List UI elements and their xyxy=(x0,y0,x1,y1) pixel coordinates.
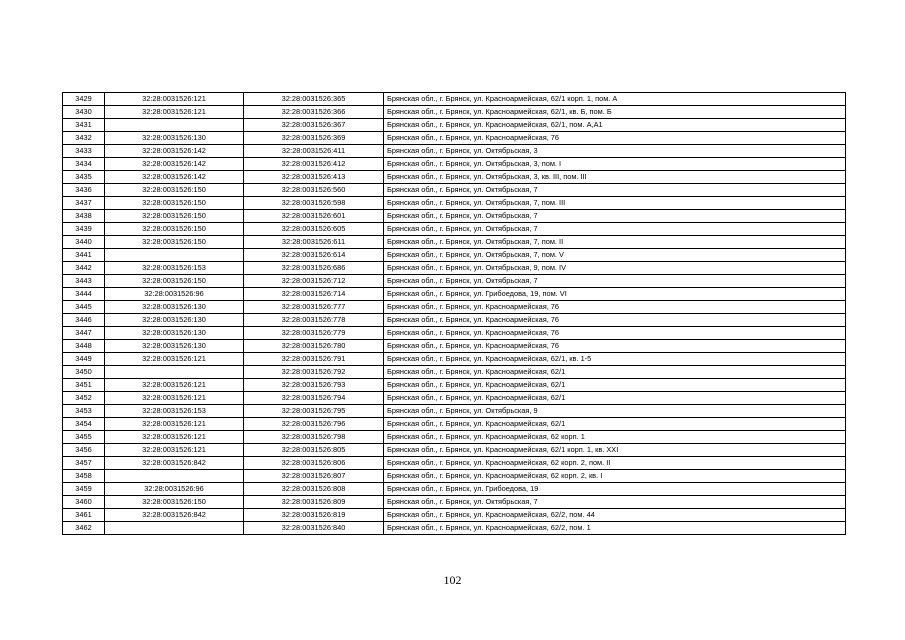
row-number-cell: 3448 xyxy=(63,340,105,353)
parcel-number-cell: 32:28:0031526:842 xyxy=(105,509,244,522)
building-number-cell: 32:28:0031526:779 xyxy=(244,327,384,340)
building-number-cell: 32:28:0031526:794 xyxy=(244,392,384,405)
table-row xyxy=(63,236,846,249)
table-row xyxy=(63,353,846,366)
parcel-number-cell: 32:28:0031526:142 xyxy=(105,145,244,158)
address-cell: Брянская обл., г. Брянск, ул. Красноармейская, 62/1 xyxy=(384,366,846,379)
row-number-cell: 3429 xyxy=(63,93,105,106)
address-cell: Брянская обл., г. Брянск, ул. Красноармейская, 62/1, пом. А,А1 xyxy=(384,119,846,132)
parcel-number-cell xyxy=(105,522,244,535)
building-number-cell: 32:28:0031526:808 xyxy=(244,483,384,496)
building-number-cell: 32:28:0031526:805 xyxy=(244,444,384,457)
building-number-cell: 32:28:0031526:798 xyxy=(244,431,384,444)
table-row xyxy=(63,444,846,457)
row-number-cell: 3462 xyxy=(63,522,105,535)
parcel-number-cell xyxy=(105,249,244,262)
row-number-cell: 3455 xyxy=(63,431,105,444)
parcel-number-cell xyxy=(105,470,244,483)
address-cell: Брянская обл., г. Брянск, ул. Красноармейская, 62 корп. 1 xyxy=(384,431,846,444)
row-number-cell: 3446 xyxy=(63,314,105,327)
row-number-cell: 3442 xyxy=(63,262,105,275)
parcel-number-cell: 32:28:0031526:130 xyxy=(105,301,244,314)
parcel-number-cell: 32:28:0031526:150 xyxy=(105,496,244,509)
row-number-cell: 3453 xyxy=(63,405,105,418)
address-cell: Брянская обл., г. Брянск, ул. Красноармейская, 62 корп. 2, кв. I xyxy=(384,470,846,483)
table-row xyxy=(63,93,846,106)
parcel-number-cell: 32:28:0031526:150 xyxy=(105,275,244,288)
building-number-cell: 32:28:0031526:611 xyxy=(244,236,384,249)
parcel-number-cell: 32:28:0031526:121 xyxy=(105,353,244,366)
building-number-cell: 32:28:0031526:712 xyxy=(244,275,384,288)
parcel-number-cell: 32:28:0031526:150 xyxy=(105,223,244,236)
table-row xyxy=(63,210,846,223)
address-cell: Брянская обл., г. Брянск, ул. Октябрьская, 3 xyxy=(384,145,846,158)
building-number-cell: 32:28:0031526:807 xyxy=(244,470,384,483)
table-row xyxy=(63,171,846,184)
address-cell: Брянская обл., г. Брянск, ул. Октябрьская, 7 xyxy=(384,210,846,223)
building-number-cell: 32:28:0031526:369 xyxy=(244,132,384,145)
parcel-number-cell: 32:28:0031526:150 xyxy=(105,197,244,210)
row-number-cell: 3461 xyxy=(63,509,105,522)
address-cell: Брянская обл., г. Брянск, ул. Красноармейская, 76 xyxy=(384,314,846,327)
address-cell: Брянская обл., г. Брянск, ул. Октябрьская, 3, кв. III, пом. III xyxy=(384,171,846,184)
table-row xyxy=(63,379,846,392)
table-row xyxy=(63,158,846,171)
building-number-cell: 32:28:0031526:365 xyxy=(244,93,384,106)
parcel-number-cell: 32:28:0031526:130 xyxy=(105,314,244,327)
address-cell: Брянская обл., г. Брянск, ул. Красноармейская, 76 xyxy=(384,132,846,145)
table-row xyxy=(63,119,846,132)
row-number-cell: 3431 xyxy=(63,119,105,132)
parcel-number-cell xyxy=(105,119,244,132)
parcel-number-cell: 32:28:0031526:153 xyxy=(105,262,244,275)
registry-table-body xyxy=(63,93,846,535)
address-cell: Брянская обл., г. Брянск, ул. Красноармейская, 76 xyxy=(384,327,846,340)
parcel-number-cell: 32:28:0031526:150 xyxy=(105,236,244,249)
building-number-cell: 32:28:0031526:598 xyxy=(244,197,384,210)
building-number-cell: 32:28:0031526:601 xyxy=(244,210,384,223)
table-row xyxy=(63,106,846,119)
row-number-cell: 3430 xyxy=(63,106,105,119)
building-number-cell: 32:28:0031526:686 xyxy=(244,262,384,275)
building-number-cell: 32:28:0031526:411 xyxy=(244,145,384,158)
table-row xyxy=(63,223,846,236)
table-row xyxy=(63,431,846,444)
parcel-number-cell xyxy=(105,366,244,379)
row-number-cell: 3445 xyxy=(63,301,105,314)
address-cell: Брянская обл., г. Брянск, ул. Красноармейская, 62/1, кв. 1-5 xyxy=(384,353,846,366)
address-cell: Брянская обл., г. Брянск, ул. Красноармейская, 62/2, пом. 1 xyxy=(384,522,846,535)
building-number-cell: 32:28:0031526:560 xyxy=(244,184,384,197)
building-number-cell: 32:28:0031526:412 xyxy=(244,158,384,171)
address-cell: Брянская обл., г. Брянск, ул. Октябрьская, 7 xyxy=(384,496,846,509)
parcel-number-cell: 32:28:0031526:121 xyxy=(105,392,244,405)
parcel-number-cell: 32:28:0031526:121 xyxy=(105,418,244,431)
building-number-cell: 32:28:0031526:777 xyxy=(244,301,384,314)
row-number-cell: 3437 xyxy=(63,197,105,210)
table-row xyxy=(63,314,846,327)
row-number-cell: 3451 xyxy=(63,379,105,392)
parcel-number-cell: 32:28:0031526:121 xyxy=(105,431,244,444)
parcel-number-cell: 32:28:0031526:150 xyxy=(105,184,244,197)
row-number-cell: 3447 xyxy=(63,327,105,340)
building-number-cell: 32:28:0031526:819 xyxy=(244,509,384,522)
building-number-cell: 32:28:0031526:795 xyxy=(244,405,384,418)
building-number-cell: 32:28:0031526:614 xyxy=(244,249,384,262)
address-cell: Брянская обл., г. Брянск, ул. Красноармейская, 76 xyxy=(384,301,846,314)
row-number-cell: 3441 xyxy=(63,249,105,262)
address-cell: Брянская обл., г. Брянск, ул. Октябрьская, 9, пом. IV xyxy=(384,262,846,275)
table-row xyxy=(63,457,846,470)
building-number-cell: 32:28:0031526:413 xyxy=(244,171,384,184)
parcel-number-cell: 32:28:0031526:142 xyxy=(105,158,244,171)
row-number-cell: 3434 xyxy=(63,158,105,171)
address-cell: Брянская обл., г. Брянск, ул. Красноармейская, 62/1 корп. 1, пом. А xyxy=(384,93,846,106)
table-row xyxy=(63,405,846,418)
address-cell: Брянская обл., г. Брянск, ул. Грибоедова, 19, пом. VI xyxy=(384,288,846,301)
row-number-cell: 3449 xyxy=(63,353,105,366)
address-cell: Брянская обл., г. Брянск, ул. Красноармейская, 62/2, пом. 44 xyxy=(384,509,846,522)
row-number-cell: 3438 xyxy=(63,210,105,223)
parcel-number-cell: 32:28:0031526:130 xyxy=(105,132,244,145)
address-cell: Брянская обл., г. Брянск, ул. Октябрьская, 7 xyxy=(384,223,846,236)
row-number-cell: 3460 xyxy=(63,496,105,509)
address-cell: Брянская обл., г. Брянск, ул. Октябрьская, 7 xyxy=(384,275,846,288)
building-number-cell: 32:28:0031526:809 xyxy=(244,496,384,509)
building-number-cell: 32:28:0031526:793 xyxy=(244,379,384,392)
table-row xyxy=(63,327,846,340)
row-number-cell: 3443 xyxy=(63,275,105,288)
row-number-cell: 3457 xyxy=(63,457,105,470)
address-cell: Брянская обл., г. Брянск, ул. Красноармейская, 62/1, кв. Б, пом. Б xyxy=(384,106,846,119)
address-cell: Брянская обл., г. Брянск, ул. Октябрьская, 7 xyxy=(384,184,846,197)
building-number-cell: 32:28:0031526:806 xyxy=(244,457,384,470)
address-cell: Брянская обл., г. Брянск, ул. Красноармейская, 62/1 xyxy=(384,379,846,392)
parcel-number-cell: 32:28:0031526:150 xyxy=(105,210,244,223)
address-cell: Брянская обл., г. Брянск, ул. Октябрьская, 7, пом. II xyxy=(384,236,846,249)
parcel-number-cell: 32:28:0031526:142 xyxy=(105,171,244,184)
building-number-cell: 32:28:0031526:796 xyxy=(244,418,384,431)
table-row xyxy=(63,483,846,496)
address-cell: Брянская обл., г. Брянск, ул. Грибоедова, 19 xyxy=(384,483,846,496)
row-number-cell: 3436 xyxy=(63,184,105,197)
row-number-cell: 3459 xyxy=(63,483,105,496)
parcel-number-cell: 32:28:0031526:153 xyxy=(105,405,244,418)
address-cell: Брянская обл., г. Брянск, ул. Октябрьская, 7, пом. III xyxy=(384,197,846,210)
table-row xyxy=(63,301,846,314)
table-row xyxy=(63,366,846,379)
address-cell: Брянская обл., г. Брянск, ул. Красноармейская, 62/1 корп. 1, кв. XXI xyxy=(384,444,846,457)
building-number-cell: 32:28:0031526:792 xyxy=(244,366,384,379)
row-number-cell: 3444 xyxy=(63,288,105,301)
parcel-number-cell: 32:28:0031526:96 xyxy=(105,288,244,301)
address-cell: Брянская обл., г. Брянск, ул. Красноармейская, 62 корп. 2, пом. II xyxy=(384,457,846,470)
parcel-number-cell: 32:28:0031526:130 xyxy=(105,327,244,340)
table-row xyxy=(63,184,846,197)
row-number-cell: 3440 xyxy=(63,236,105,249)
table-row xyxy=(63,418,846,431)
table-row xyxy=(63,392,846,405)
row-number-cell: 3458 xyxy=(63,470,105,483)
table-row xyxy=(63,509,846,522)
cadastral-registry-table xyxy=(62,92,846,535)
row-number-cell: 3439 xyxy=(63,223,105,236)
row-number-cell: 3450 xyxy=(63,366,105,379)
table-row xyxy=(63,197,846,210)
parcel-number-cell: 32:28:0031526:121 xyxy=(105,379,244,392)
page-number: 102 xyxy=(443,573,462,587)
row-number-cell: 3454 xyxy=(63,418,105,431)
address-cell: Брянская обл., г. Брянск, ул. Октябрьская, 9 xyxy=(384,405,846,418)
parcel-number-cell: 32:28:0031526:130 xyxy=(105,340,244,353)
address-cell: Брянская обл., г. Брянск, ул. Красноармейская, 62/1 xyxy=(384,418,846,431)
address-cell: Брянская обл., г. Брянск, ул. Октябрьская, 3, пом. I xyxy=(384,158,846,171)
table-row xyxy=(63,340,846,353)
row-number-cell: 3452 xyxy=(63,392,105,405)
building-number-cell: 32:28:0031526:605 xyxy=(244,223,384,236)
parcel-number-cell: 32:28:0031526:121 xyxy=(105,444,244,457)
table-row xyxy=(63,262,846,275)
table-row xyxy=(63,522,846,535)
row-number-cell: 3435 xyxy=(63,171,105,184)
row-number-cell: 3456 xyxy=(63,444,105,457)
building-number-cell: 32:28:0031526:714 xyxy=(244,288,384,301)
building-number-cell: 32:28:0031526:778 xyxy=(244,314,384,327)
address-cell: Брянская обл., г. Брянск, ул. Октябрьская, 7, пом. V xyxy=(384,249,846,262)
row-number-cell: 3433 xyxy=(63,145,105,158)
parcel-number-cell: 32:28:0031526:121 xyxy=(105,93,244,106)
table-row xyxy=(63,496,846,509)
building-number-cell: 32:28:0031526:366 xyxy=(244,106,384,119)
parcel-number-cell: 32:28:0031526:121 xyxy=(105,106,244,119)
building-number-cell: 32:28:0031526:367 xyxy=(244,119,384,132)
building-number-cell: 32:28:0031526:840 xyxy=(244,522,384,535)
address-cell: Брянская обл., г. Брянск, ул. Красноармейская, 62/1 xyxy=(384,392,846,405)
building-number-cell: 32:28:0031526:780 xyxy=(244,340,384,353)
table-row xyxy=(63,470,846,483)
address-cell: Брянская обл., г. Брянск, ул. Красноармейская, 76 xyxy=(384,340,846,353)
table-row xyxy=(63,275,846,288)
table-row xyxy=(63,249,846,262)
table-row xyxy=(63,145,846,158)
building-number-cell: 32:28:0031526:791 xyxy=(244,353,384,366)
parcel-number-cell: 32:28:0031526:96 xyxy=(105,483,244,496)
table-row xyxy=(63,132,846,145)
parcel-number-cell: 32:28:0031526:842 xyxy=(105,457,244,470)
table-row xyxy=(63,288,846,301)
row-number-cell: 3432 xyxy=(63,132,105,145)
